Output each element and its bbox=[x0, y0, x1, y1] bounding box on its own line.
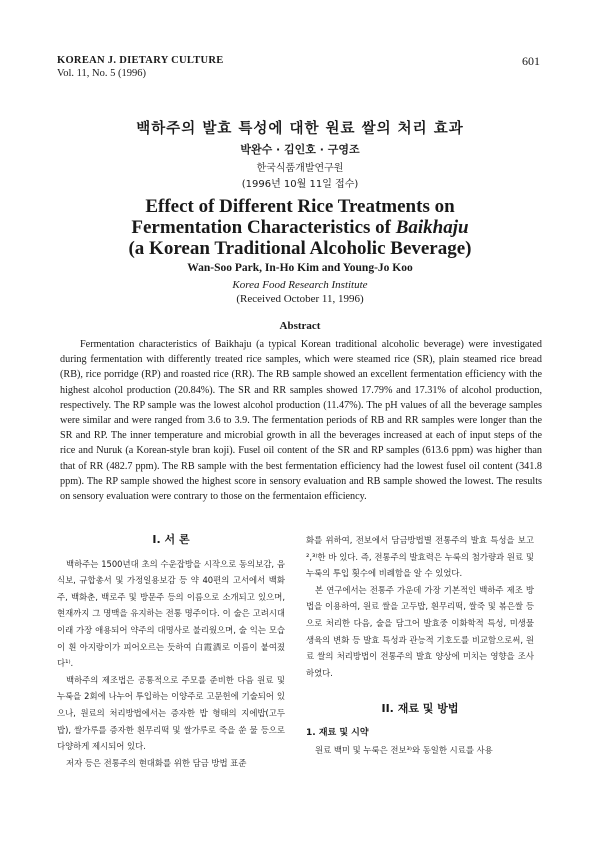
intro-paragraph-1: 백하주는 1500년대 초의 수운잡방을 시작으로 동의보감, 음식보, 규합총서 및 가정일용보감 등 약 40편의 고서에서 백화주, 백화춘, 백로주 및 방문주 등의 이름으로 소개되고 있으며, 현재까지 그 명맥을 유지하는 전통 명주이다. 이 술은 고려시대 이래 가장 애용되어 약주의 대명사로 불리웠으며, 술 익는 모습이 흰 아지랑이가 피어오르는 듯하여 白霞酒로 이름이 붙여졌다¹⁾. bbox=[57, 558, 285, 669]
left-column bbox=[57, 532, 285, 771]
korean-received-date: (1996년 10월 11일 접수) bbox=[241, 179, 359, 190]
journal-header bbox=[57, 54, 224, 80]
korean-authors: 박완수 · 김인호 · 구영조 bbox=[240, 143, 360, 156]
english-title bbox=[0, 196, 600, 259]
korean-institute: 한국식품개발연구원 bbox=[256, 163, 344, 174]
english-title-line2-plain: Fermentation Characteristics of bbox=[131, 217, 396, 238]
right-column bbox=[306, 532, 534, 758]
abstract-body bbox=[60, 337, 542, 504]
english-title-line1: Effect of Different Rice Treatments on bbox=[145, 196, 455, 217]
journal-volume: Vol. 11, No. 5 (1996) bbox=[57, 68, 146, 79]
section-heading-methods: II. 재료 및 방법 bbox=[381, 702, 459, 716]
methods-paragraph-1: 원료 백미 및 누룩은 전보³⁾와 동일한 시료를 사용 bbox=[315, 744, 493, 755]
english-title-line2 bbox=[0, 217, 600, 238]
section-heading-introduction: I. 서 론 bbox=[152, 533, 190, 546]
english-authors: Wan-Soo Park, In-Ho Kim and Young-Jo Koo bbox=[187, 262, 413, 274]
intro-paragraph-3: 저자 등은 전통주의 현대화를 위한 담금 방법 표준 bbox=[66, 757, 247, 768]
intro-paragraph-4: 화를 위하여, 전보에서 담금방법별 전통주의 발효 특성을 보고²,³⁾한 바 있다. 즉, 전통주의 발효력은 누룩의 첨가량과 원료 및 누룩의 투입 횟수에 비례함을 알 수 있었다. bbox=[306, 535, 534, 579]
abstract-text: Fermentation characteristics of Baikhaju (a typical Korean traditional alcoholic beverage) were investigated during fermentation with differently treated rice samples, which were steamed rice (SR), plain steamed rice bread (RB), rice porridge (RP) and roasted rice (RR). The RB sample showed an excellent fermentation efficiency with the highest alcohol production (20.84%). The SR and RR samples showed 17.79% and 17.31% of alcohol production, respectively. The RP sample was the lowest alcohol production (11.47%). The pH values of all the beverage samples were similar and were ranged from 3.6 to 3.9. The fermentation periods of RB and RR samples were longer than the SR and RP. The inner temperature and microbial growth in all the beverages increased at each of input steps of the rice and Nuruk (a Korean-style bran koji). Fusel oil content of the SR and RP samples (613.6 ppm) was higher than that of RR (482.7 ppm). The RB sample with the best fermentation efficiency had the lowest fusel oil content (341.8 ppm). The RP sample showed the highest score in sensory evaluation and RB sample showed the lowest. The results on sensory evaluation were contrary to those on the fermentaion efficiency. bbox=[60, 339, 542, 503]
page-number: 601 bbox=[522, 54, 540, 68]
subsection-heading-materials: 1. 재료 및 시약 bbox=[306, 727, 369, 738]
abstract-heading: Abstract bbox=[279, 320, 321, 332]
english-title-line3: (a Korean Traditional Alcoholic Beverage) bbox=[128, 238, 472, 259]
journal-name: KOREAN J. DIETARY CULTURE bbox=[57, 55, 224, 66]
english-institute: Korea Food Research Institute bbox=[232, 279, 368, 291]
intro-paragraph-2: 백하주의 제조법은 공통적으로 주모를 준비한 다음 원료 및 누룩을 2회에 나누어 투입하는 이양주로 고문헌에 기술되어 있으나, 원료의 처리방법에서는 증자한 밥 형태의 지에밥(고두밥), 쌀가루를 증자한 흰무리떡 및 쌀가루로 죽을 쑨 물 등으로 다양하게 제시되어 있다. bbox=[57, 674, 285, 752]
korean-title: 백하주의 발효 특성에 대한 원료 쌀의 처리 효과 bbox=[136, 121, 464, 137]
english-received-date: (Received October 11, 1996) bbox=[236, 293, 364, 305]
intro-paragraph-5: 본 연구에서는 전통주 가운데 가장 기본적인 백하주 제조 방법을 이용하여, 원료 쌀을 고두밥, 흰무리떡, 쌀죽 및 볶은쌀 등으로 처리한 다음, 술을 담그어 발효중 이화학적 특성, 미생물 생육의 변화 등 발효 특성과 관능적 기호도를 비교함으로써, 원료 쌀의 처리방법이 전통주의 발효 양상에 미치는 영향을 조사하였다. bbox=[306, 584, 534, 678]
english-title-line2-italic: Baikhaju bbox=[395, 217, 469, 238]
